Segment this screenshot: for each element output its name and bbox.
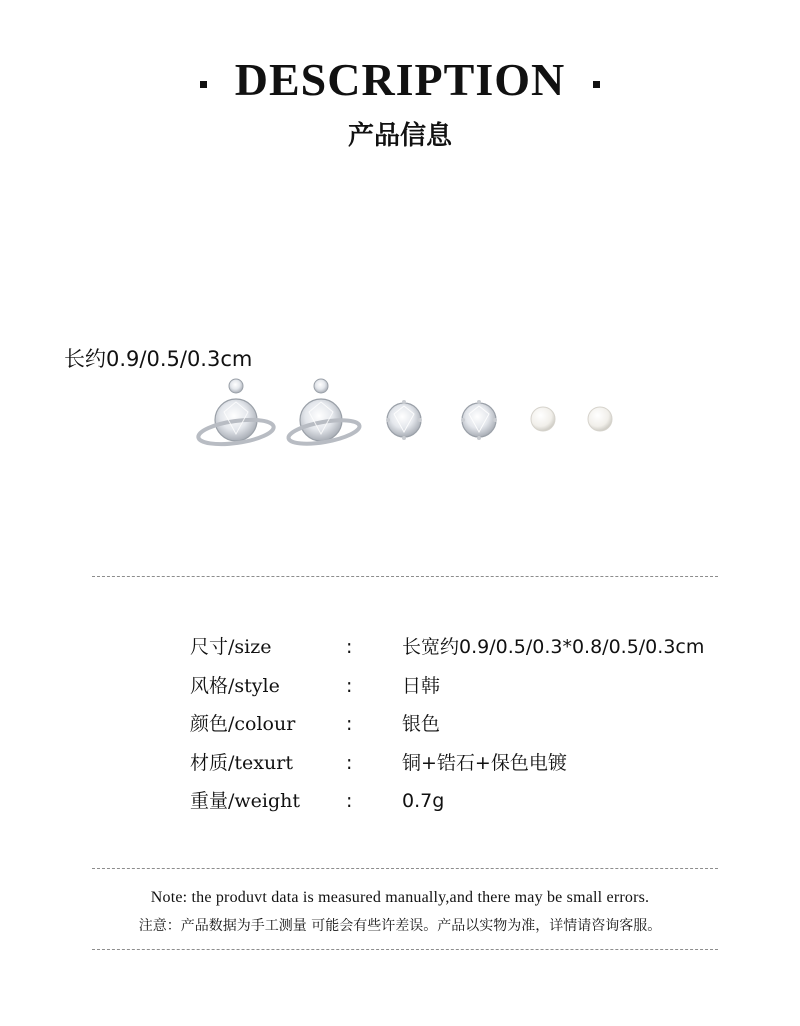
spec-colon: : [346,752,353,774]
spec-row-size [0,631,800,663]
spec-value: 长宽约0.9/0.5/0.3*0.8/0.5/0.3cm [402,636,705,658]
spec-label: 颜色/colour [190,713,296,735]
spec-row-weight [0,785,800,817]
disclaimer-chinese: 注意：产品数据为手工测量 可能会有些许差误。产品以实物为准，详情请咨询客服。 [138,918,662,934]
spec-label: 材质/texurt [190,752,293,774]
spec-label: 风格/style [190,675,280,697]
disclaimer-english: Note: the produvt data is measured manually,and there may be small errors. [150,889,650,906]
zircon-stud-right [461,400,497,440]
page-title [0,52,800,108]
spec-value: 0.7g [402,790,445,812]
spec-value: 铜+锆石+保色电镀 [402,752,567,774]
spec-value: 日韩 [402,675,441,697]
divider-middle [92,868,718,869]
bullet-dot-icon [200,81,207,88]
pearl-stud-left [531,407,555,431]
bullet-dot-icon [593,81,600,88]
spec-colon: : [346,675,353,697]
page-subtitle: 产品信息 [347,121,452,151]
spec-colon: : [346,636,353,658]
spec-value: 银色 [402,713,441,735]
spec-row-material [0,747,800,779]
zircon-stud-left [386,400,422,440]
title-text: DESCRIPTION [234,54,566,105]
divider-bottom [92,949,718,950]
size-note: 长约0.9/0.5/0.3cm [64,347,253,371]
spec-row-style [0,670,800,702]
spec-label: 重量/weight [190,790,301,812]
planet-zircon-stud-left [197,379,275,448]
divider-top [92,576,718,577]
spec-label: 尺寸/size [190,636,272,658]
spec-colon: : [346,790,353,812]
pearl-stud-right [588,407,612,431]
spec-row-colour [0,708,800,740]
spec-colon: : [346,713,353,735]
planet-zircon-stud-right [287,379,361,448]
earring-photo [190,372,630,462]
